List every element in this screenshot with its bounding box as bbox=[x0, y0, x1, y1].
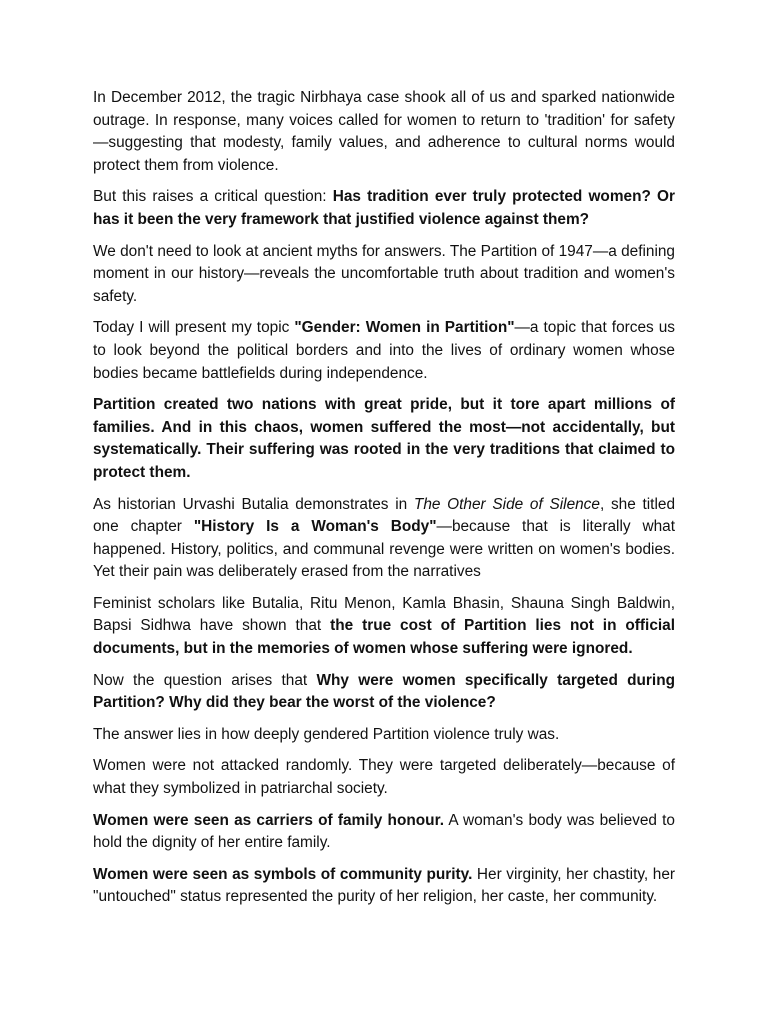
paragraph-question-arises bbox=[93, 670, 675, 715]
paragraph-partition-1947 bbox=[93, 241, 675, 309]
paragraph-family-honour bbox=[93, 810, 675, 855]
paragraph-text: Her virginity, her chastity, her "untouched" status represented the purity of her religion, her caste, her community. bbox=[93, 865, 675, 906]
topic-title: "Gender: Women in Partition" bbox=[294, 319, 515, 337]
paragraph-text: —a topic that forces us to look beyond the political borders and into the lives of ordinary women whose bodies became battlefields during independence. bbox=[93, 319, 676, 382]
paragraph-text: , she titled one chapter bbox=[93, 495, 675, 536]
paragraph-text: Now the question arises that bbox=[93, 671, 317, 689]
paragraph-butalia bbox=[93, 494, 675, 584]
paragraph-answer bbox=[93, 724, 675, 747]
paragraph-critical-question bbox=[93, 186, 675, 231]
paragraph-not-random bbox=[93, 755, 675, 800]
book-title: The Other Side of Silence bbox=[413, 495, 600, 513]
bold-statement: Women were seen as carriers of family honour. bbox=[93, 811, 444, 829]
paragraph-text: A woman's body was believed to hold the dignity of her entire family. bbox=[93, 811, 675, 852]
bold-statement: the true cost of Partition lies not in official documents, but in the memories of women whose suffering were ignored. bbox=[93, 617, 675, 658]
paragraph-text: We don't need to look at ancient myths for answers. The Partition of 1947—a defining moment in our history—reveals the uncomfortable truth about tradition and women's safety. bbox=[93, 242, 675, 305]
paragraph-community-purity bbox=[93, 864, 675, 909]
paragraph-text: As historian Urvashi Butalia demonstrates in bbox=[93, 495, 414, 513]
paragraph-text: Feminist scholars like Butalia, Ritu Menon, Kamla Bhasin, Shauna Singh Baldwin, Bapsi Sidhwa have shown that bbox=[93, 594, 675, 635]
chapter-title: "History Is a Woman's Body" bbox=[193, 518, 437, 536]
bold-question: Why were women specifically targeted during Partition? Why did they bear the worst of the violence? bbox=[93, 671, 675, 712]
document-page bbox=[93, 87, 675, 918]
paragraph-topic bbox=[93, 317, 675, 385]
bold-question: Has tradition ever truly protected women? Or has it been the very framework that justified violence against them? bbox=[93, 188, 675, 228]
paragraph-text: —because that is literally what happened. History, politics, and communal revenge were written on women's bodies. Yet their pain was deliberately erased from the narratives bbox=[93, 518, 675, 581]
paragraph-text: But this raises a critical question: bbox=[93, 188, 333, 206]
paragraph-nirbhaya bbox=[93, 87, 675, 177]
bold-statement: Partition created two nations with great pride, but it tore apart millions of families. And in this chaos, women suffered the most—not accidentally, but systematically. Their suffering was rooted in the very traditions that claimed to protect them. bbox=[93, 396, 675, 481]
paragraph-text: In December 2012, the tragic Nirbhaya case shook all of us and sparked nationwide outrage. In response, many voices called for women to return to 'tradition' for safety—suggesting that modesty, family values, and adherence to cultural norms would protect them from violence. bbox=[93, 89, 675, 174]
bold-statement: Women were seen as symbols of community purity. bbox=[93, 865, 473, 883]
paragraph-two-nations bbox=[93, 394, 675, 484]
paragraph-text: Today I will present my topic bbox=[93, 319, 295, 337]
paragraph-feminist-scholars bbox=[93, 593, 675, 661]
paragraph-text: The answer lies in how deeply gendered Partition violence truly was. bbox=[93, 725, 560, 743]
paragraph-text: Women were not attacked randomly. They were targeted deliberately—because of what they symbolized in patriarchal society. bbox=[93, 757, 675, 798]
